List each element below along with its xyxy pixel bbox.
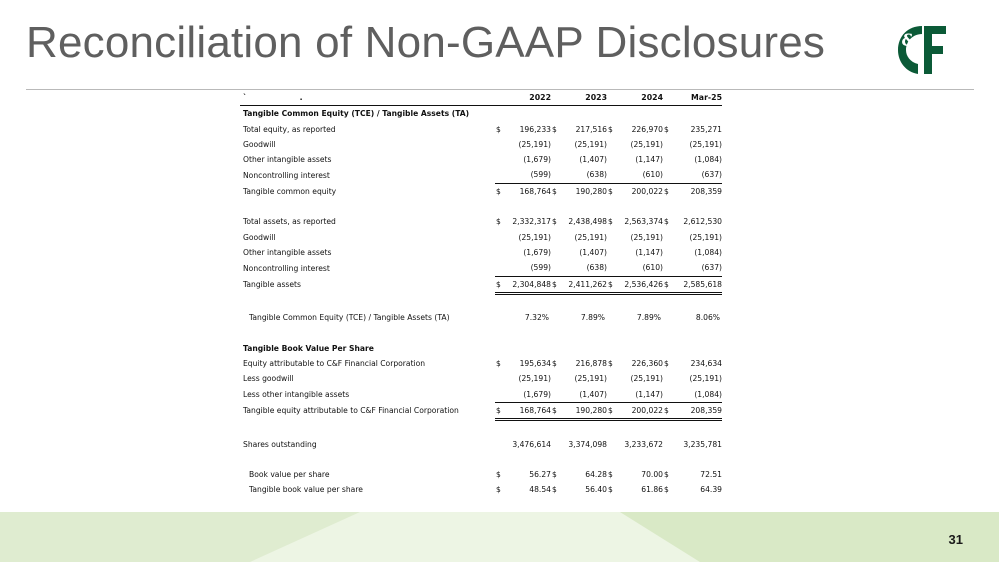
dollar-sign — [607, 387, 614, 403]
dollar-sign: $ — [495, 402, 502, 419]
footer-band — [0, 512, 999, 562]
dollar-sign — [551, 310, 558, 325]
row-label: Tangible equity attributable to C&F Financial Corporation — [243, 406, 459, 416]
dollar-sign — [551, 371, 558, 386]
dollar-sign: $ — [552, 470, 557, 480]
dollar-sign — [607, 260, 614, 276]
dollar-sign — [495, 152, 502, 167]
row-label: Shares outstanding — [243, 439, 317, 449]
cell-value: 208,359 — [670, 402, 722, 419]
cell-value: 56.27 — [529, 470, 551, 480]
dollar-sign: $ — [496, 485, 501, 495]
dollar-sign — [663, 152, 670, 167]
dollar-sign — [663, 371, 670, 386]
cell-value: 2,304,848 — [502, 276, 551, 293]
dollar-sign — [607, 245, 614, 260]
cell-value: 2,438,498 — [568, 217, 607, 227]
dollar-sign: $ — [495, 276, 502, 293]
table-row — [240, 245, 722, 260]
dollar-sign: $ — [552, 485, 557, 495]
table-row — [240, 437, 722, 452]
dollar-sign — [551, 152, 558, 167]
dollar-sign — [607, 230, 614, 245]
dollar-sign — [607, 437, 614, 452]
row-label: Total equity, as reported — [243, 124, 336, 134]
cell-value: (1,407) — [579, 389, 607, 399]
cell-value: 2,332,317 — [512, 217, 551, 227]
dollar-sign — [607, 137, 614, 152]
cell-value: 226,360 — [631, 359, 663, 369]
dollar-sign — [495, 230, 502, 245]
cell-value: 190,280 — [558, 183, 607, 199]
cell-value: (638) — [586, 263, 607, 273]
dollar-sign: $ — [663, 276, 670, 293]
section-heading-row — [240, 106, 722, 122]
cell-value: 3,233,672 — [624, 439, 663, 449]
cell-value: (1,147) — [635, 247, 663, 257]
row-label: Less other intangible assets — [243, 389, 350, 399]
cell-value: 168,764 — [502, 402, 551, 419]
dollar-sign: $ — [664, 470, 669, 480]
cell-value: (1,084) — [694, 155, 722, 165]
dollar-sign: $ — [664, 124, 669, 134]
cell-value: 2,612,530 — [683, 217, 722, 227]
cell-value: 64.28 — [585, 470, 607, 480]
table-row — [240, 387, 722, 403]
cell-value: 64.39 — [700, 485, 722, 495]
cell-value: (1,407) — [579, 155, 607, 165]
dollar-sign: $ — [552, 124, 557, 134]
section-heading: Tangible Common Equity (TCE) / Tangible Assets (TA) — [243, 109, 470, 119]
cell-value: (1,084) — [694, 389, 722, 399]
dollar-sign: $ — [496, 217, 501, 227]
page-number: 31 — [948, 532, 963, 547]
cell-value: 56.40 — [585, 485, 607, 495]
cell-value: (1,407) — [579, 247, 607, 257]
cell-value: (25,191) — [574, 232, 607, 242]
year-header: 2023 — [558, 90, 607, 106]
cell-value: (25,191) — [630, 232, 663, 242]
cell-value: 7.32% — [524, 313, 549, 323]
cell-value: (638) — [586, 170, 607, 180]
cell-value: (1,147) — [635, 389, 663, 399]
dollar-sign: $ — [663, 183, 670, 199]
cell-value: (25,191) — [689, 374, 722, 384]
year-header: 2024 — [614, 90, 663, 106]
cell-value: 8.06% — [695, 313, 720, 323]
row-label: Noncontrolling interest — [243, 170, 330, 180]
cell-value: (1,679) — [523, 389, 551, 399]
table-row — [240, 482, 722, 497]
year-header: 2022 — [502, 90, 551, 106]
row-label: Tangible assets — [243, 280, 301, 290]
dollar-sign — [495, 371, 502, 386]
table-row — [240, 260, 722, 276]
cell-value: 235,271 — [690, 124, 722, 134]
section-heading-row — [240, 341, 722, 356]
cell-value: (637) — [701, 170, 722, 180]
spacer-row — [240, 293, 722, 310]
cf-logo — [894, 22, 950, 78]
dollar-sign — [551, 260, 558, 276]
dollar-sign — [663, 137, 670, 152]
cell-value: (610) — [642, 170, 663, 180]
cell-value: 61.86 — [641, 485, 663, 495]
dollar-sign: $ — [608, 217, 613, 227]
dollar-sign: $ — [495, 183, 502, 199]
dollar-sign: $ — [608, 470, 613, 480]
table-row — [240, 230, 722, 245]
row-label: Goodwill — [243, 232, 276, 242]
cell-value: 226,970 — [631, 124, 663, 134]
cell-value: 208,359 — [670, 183, 722, 199]
cell-value: (1,679) — [523, 247, 551, 257]
dollar-sign: $ — [663, 402, 670, 419]
spacer-row — [240, 420, 722, 437]
cell-value: (25,191) — [518, 139, 551, 149]
cell-value: 200,022 — [614, 402, 663, 419]
cell-value: (599) — [530, 170, 551, 180]
spacer-row — [240, 325, 722, 340]
cell-value: 2,585,618 — [670, 276, 722, 293]
dollar-sign: $ — [608, 359, 613, 369]
cell-value: 7.89% — [636, 313, 661, 323]
dollar-sign — [663, 167, 670, 183]
dollar-sign — [551, 245, 558, 260]
cell-value: 216,878 — [575, 359, 607, 369]
dollar-sign: $ — [608, 124, 613, 134]
row-label: Tangible book value per share — [249, 485, 363, 495]
dollar-sign: $ — [607, 183, 614, 199]
dollar-sign: $ — [607, 276, 614, 293]
table-row — [240, 214, 722, 229]
corner-dot: . — [299, 93, 303, 102]
dollar-sign — [551, 437, 558, 452]
table-row — [240, 122, 722, 137]
dollar-sign: $ — [551, 183, 558, 199]
cell-value: 2,536,426 — [614, 276, 663, 293]
cell-value: 3,374,098 — [568, 439, 607, 449]
dollar-sign: $ — [552, 217, 557, 227]
table-row — [240, 310, 722, 325]
row-label: Total assets, as reported — [243, 217, 336, 227]
dollar-sign — [495, 437, 502, 452]
dollar-sign: $ — [607, 402, 614, 419]
page-title: Reconciliation of Non-GAAP Disclosures — [26, 18, 826, 67]
row-label: Noncontrolling interest — [243, 263, 330, 273]
reconciliation-table — [240, 90, 722, 498]
cell-value: 48.54 — [529, 485, 551, 495]
row-label: Less goodwill — [243, 374, 294, 384]
dollar-sign — [607, 167, 614, 183]
cell-value: (25,191) — [630, 139, 663, 149]
dollar-sign — [495, 137, 502, 152]
dollar-sign: $ — [608, 485, 613, 495]
row-label: Tangible common equity — [243, 186, 337, 196]
cell-value: 195,634 — [519, 359, 551, 369]
cell-value: 217,516 — [575, 124, 607, 134]
cell-value: 168,764 — [502, 183, 551, 199]
table-row — [240, 371, 722, 386]
cf-logo-text: & — [901, 31, 917, 51]
dollar-sign — [607, 371, 614, 386]
cell-value: 2,563,374 — [624, 217, 663, 227]
cell-value: (1,084) — [694, 247, 722, 257]
cell-value: (25,191) — [574, 374, 607, 384]
table-row — [240, 402, 722, 419]
dollar-sign — [607, 310, 614, 325]
corner-mark: ` — [243, 93, 247, 102]
section-heading: Tangible Book Value Per Share — [243, 343, 374, 353]
dollar-sign — [551, 137, 558, 152]
header-corner — [240, 90, 495, 106]
table-header-row — [240, 90, 722, 106]
cell-value: 72.51 — [700, 470, 722, 480]
year-header: Mar-25 — [670, 90, 722, 106]
spacer-row — [240, 452, 722, 467]
dollar-sign: $ — [496, 124, 501, 134]
cell-value: (25,191) — [689, 139, 722, 149]
cell-value: 200,022 — [614, 183, 663, 199]
dollar-sign — [551, 167, 558, 183]
cell-value: 234,634 — [690, 359, 722, 369]
dollar-sign: $ — [551, 276, 558, 293]
dollar-sign — [663, 387, 670, 403]
table-row — [240, 167, 722, 183]
dollar-sign — [663, 230, 670, 245]
table-row — [240, 183, 722, 199]
cell-value: 70.00 — [641, 470, 663, 480]
cell-value: (25,191) — [518, 374, 551, 384]
cell-value: 3,476,614 — [512, 439, 551, 449]
table-row — [240, 137, 722, 152]
cell-value: (25,191) — [630, 374, 663, 384]
cell-value: (1,147) — [635, 155, 663, 165]
cell-value: 196,233 — [519, 124, 551, 134]
cell-value: (25,191) — [518, 232, 551, 242]
dollar-sign — [607, 152, 614, 167]
dollar-sign: $ — [664, 485, 669, 495]
cell-value: (637) — [701, 263, 722, 273]
dollar-sign: $ — [664, 359, 669, 369]
cell-value: (610) — [642, 263, 663, 273]
cell-value: (1,679) — [523, 155, 551, 165]
row-label: Book value per share — [249, 470, 330, 480]
row-label: Goodwill — [243, 139, 276, 149]
dollar-sign — [663, 245, 670, 260]
spacer-row — [240, 199, 722, 214]
table-row — [240, 467, 722, 482]
dollar-sign — [551, 230, 558, 245]
dollar-sign — [663, 310, 670, 325]
dollar-sign: $ — [496, 470, 501, 480]
cell-value: (599) — [530, 263, 551, 273]
row-label: Equity attributable to C&F Financial Corporation — [243, 359, 426, 369]
cell-value: (25,191) — [689, 232, 722, 242]
dollar-sign — [663, 260, 670, 276]
dollar-sign — [495, 260, 502, 276]
dollar-sign: $ — [496, 359, 501, 369]
dollar-sign — [663, 437, 670, 452]
table-row — [240, 152, 722, 167]
cell-value: 2,411,262 — [558, 276, 607, 293]
row-label: Other intangible assets — [243, 247, 332, 257]
row-label: Tangible Common Equity (TCE) / Tangible Assets (TA) — [249, 313, 450, 323]
cell-value: 3,235,781 — [683, 439, 722, 449]
cell-value: 190,280 — [558, 402, 607, 419]
dollar-sign: $ — [664, 217, 669, 227]
cell-value: 7.89% — [580, 313, 605, 323]
dollar-sign — [551, 387, 558, 403]
dollar-sign — [495, 167, 502, 183]
dollar-sign: $ — [551, 402, 558, 419]
dollar-sign: $ — [552, 359, 557, 369]
table-row — [240, 356, 722, 371]
table-row — [240, 276, 722, 293]
dollar-sign — [495, 310, 502, 325]
row-label: Other intangible assets — [243, 155, 332, 165]
cell-value: (25,191) — [574, 139, 607, 149]
dollar-sign — [495, 245, 502, 260]
dollar-sign — [495, 387, 502, 403]
